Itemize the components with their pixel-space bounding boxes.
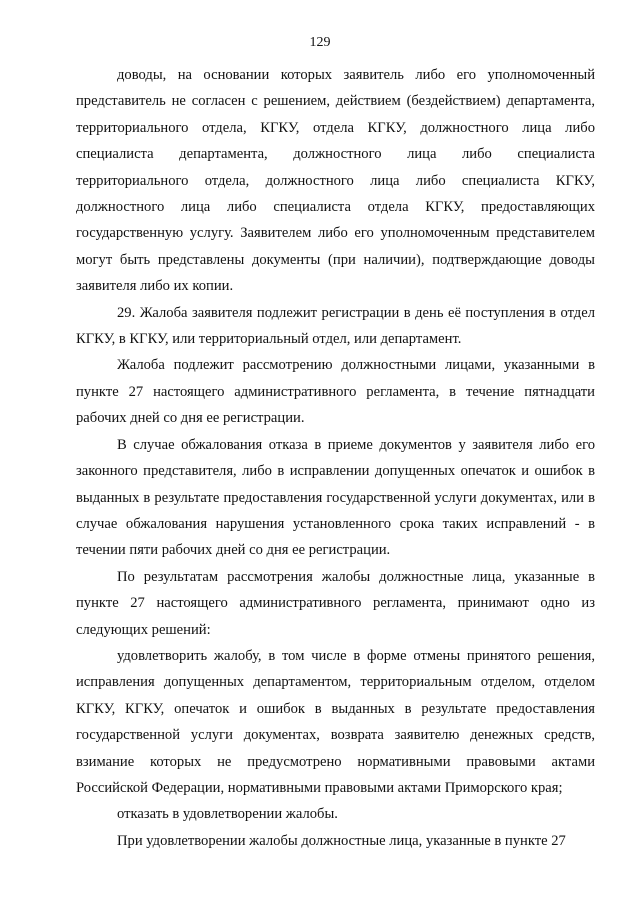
paragraph-satisfaction-start: При удовлетворении жалобы должностные лица, указанные в пункте 27 <box>117 832 566 849</box>
document-body <box>76 62 595 854</box>
paragraph-decisions-intro: По результатам рассмотрения жалобы должностные лица, указанные в пункте 27 настоящего административного регламента, принимают одно из следующих решений: <box>76 568 595 638</box>
paragraph-complaint-arguments: доводы, на основании которых заявитель либо его уполномоченный представитель не согласен с решением, действием (бездействием) департамента, территориального отдела, КГКУ, отдела КГКУ, должностного лица либо специалиста департамента, должностного лица либо специалиста территориального отдела, должностного лица либо специалиста КГКУ, должностного лица либо специалиста отдела КГКУ, предоставляющих государственную услугу. Заявителем либо его уполномоченным представителем могут быть представлены документы (при наличии), подтверждающие доводы заявителя либо их копии. <box>76 67 595 295</box>
paragraph-refusal-appeal: В случае обжалования отказа в приеме документов у заявителя либо его законного представителя, либо в исправлении допущенных опечаток и ошибок в выданных в результате предоставления государственной услуги документах, или в случае обжалования нарушения установленного срока таких исправлений - в течении пяти рабочих дней со дня ее регистрации. <box>76 436 595 559</box>
paragraph-decision-satisfy: удовлетворить жалобу, в том числе в форме отмены принятого решения, исправления допущенных департаментом, территориальным отделом, отделом КГКУ, КГКУ, опечаток и ошибок в выданных в результате предоставления государственной услуги документах, возврата заявителю денежных средств, взимание которых не предусмотрено нормативными правовыми актами Российской Федерации, нормативными правовыми актами Приморского края; <box>76 647 595 796</box>
paragraph-review-term: Жалоба подлежит рассмотрению должностными лицами, указанными в пункте 27 настоящего административного регламента, в течение пятнадцати рабочих дней со дня ее регистрации. <box>76 357 595 427</box>
paragraph-decision-refuse: отказать в удовлетворении жалобы. <box>117 806 338 823</box>
page-number: 129 <box>309 35 331 50</box>
paragraph-registration: 29. Жалоба заявителя подлежит регистрации в день её поступления в отдел КГКУ, в КГКУ, или территориальный отдел, или департамент. <box>76 304 595 348</box>
